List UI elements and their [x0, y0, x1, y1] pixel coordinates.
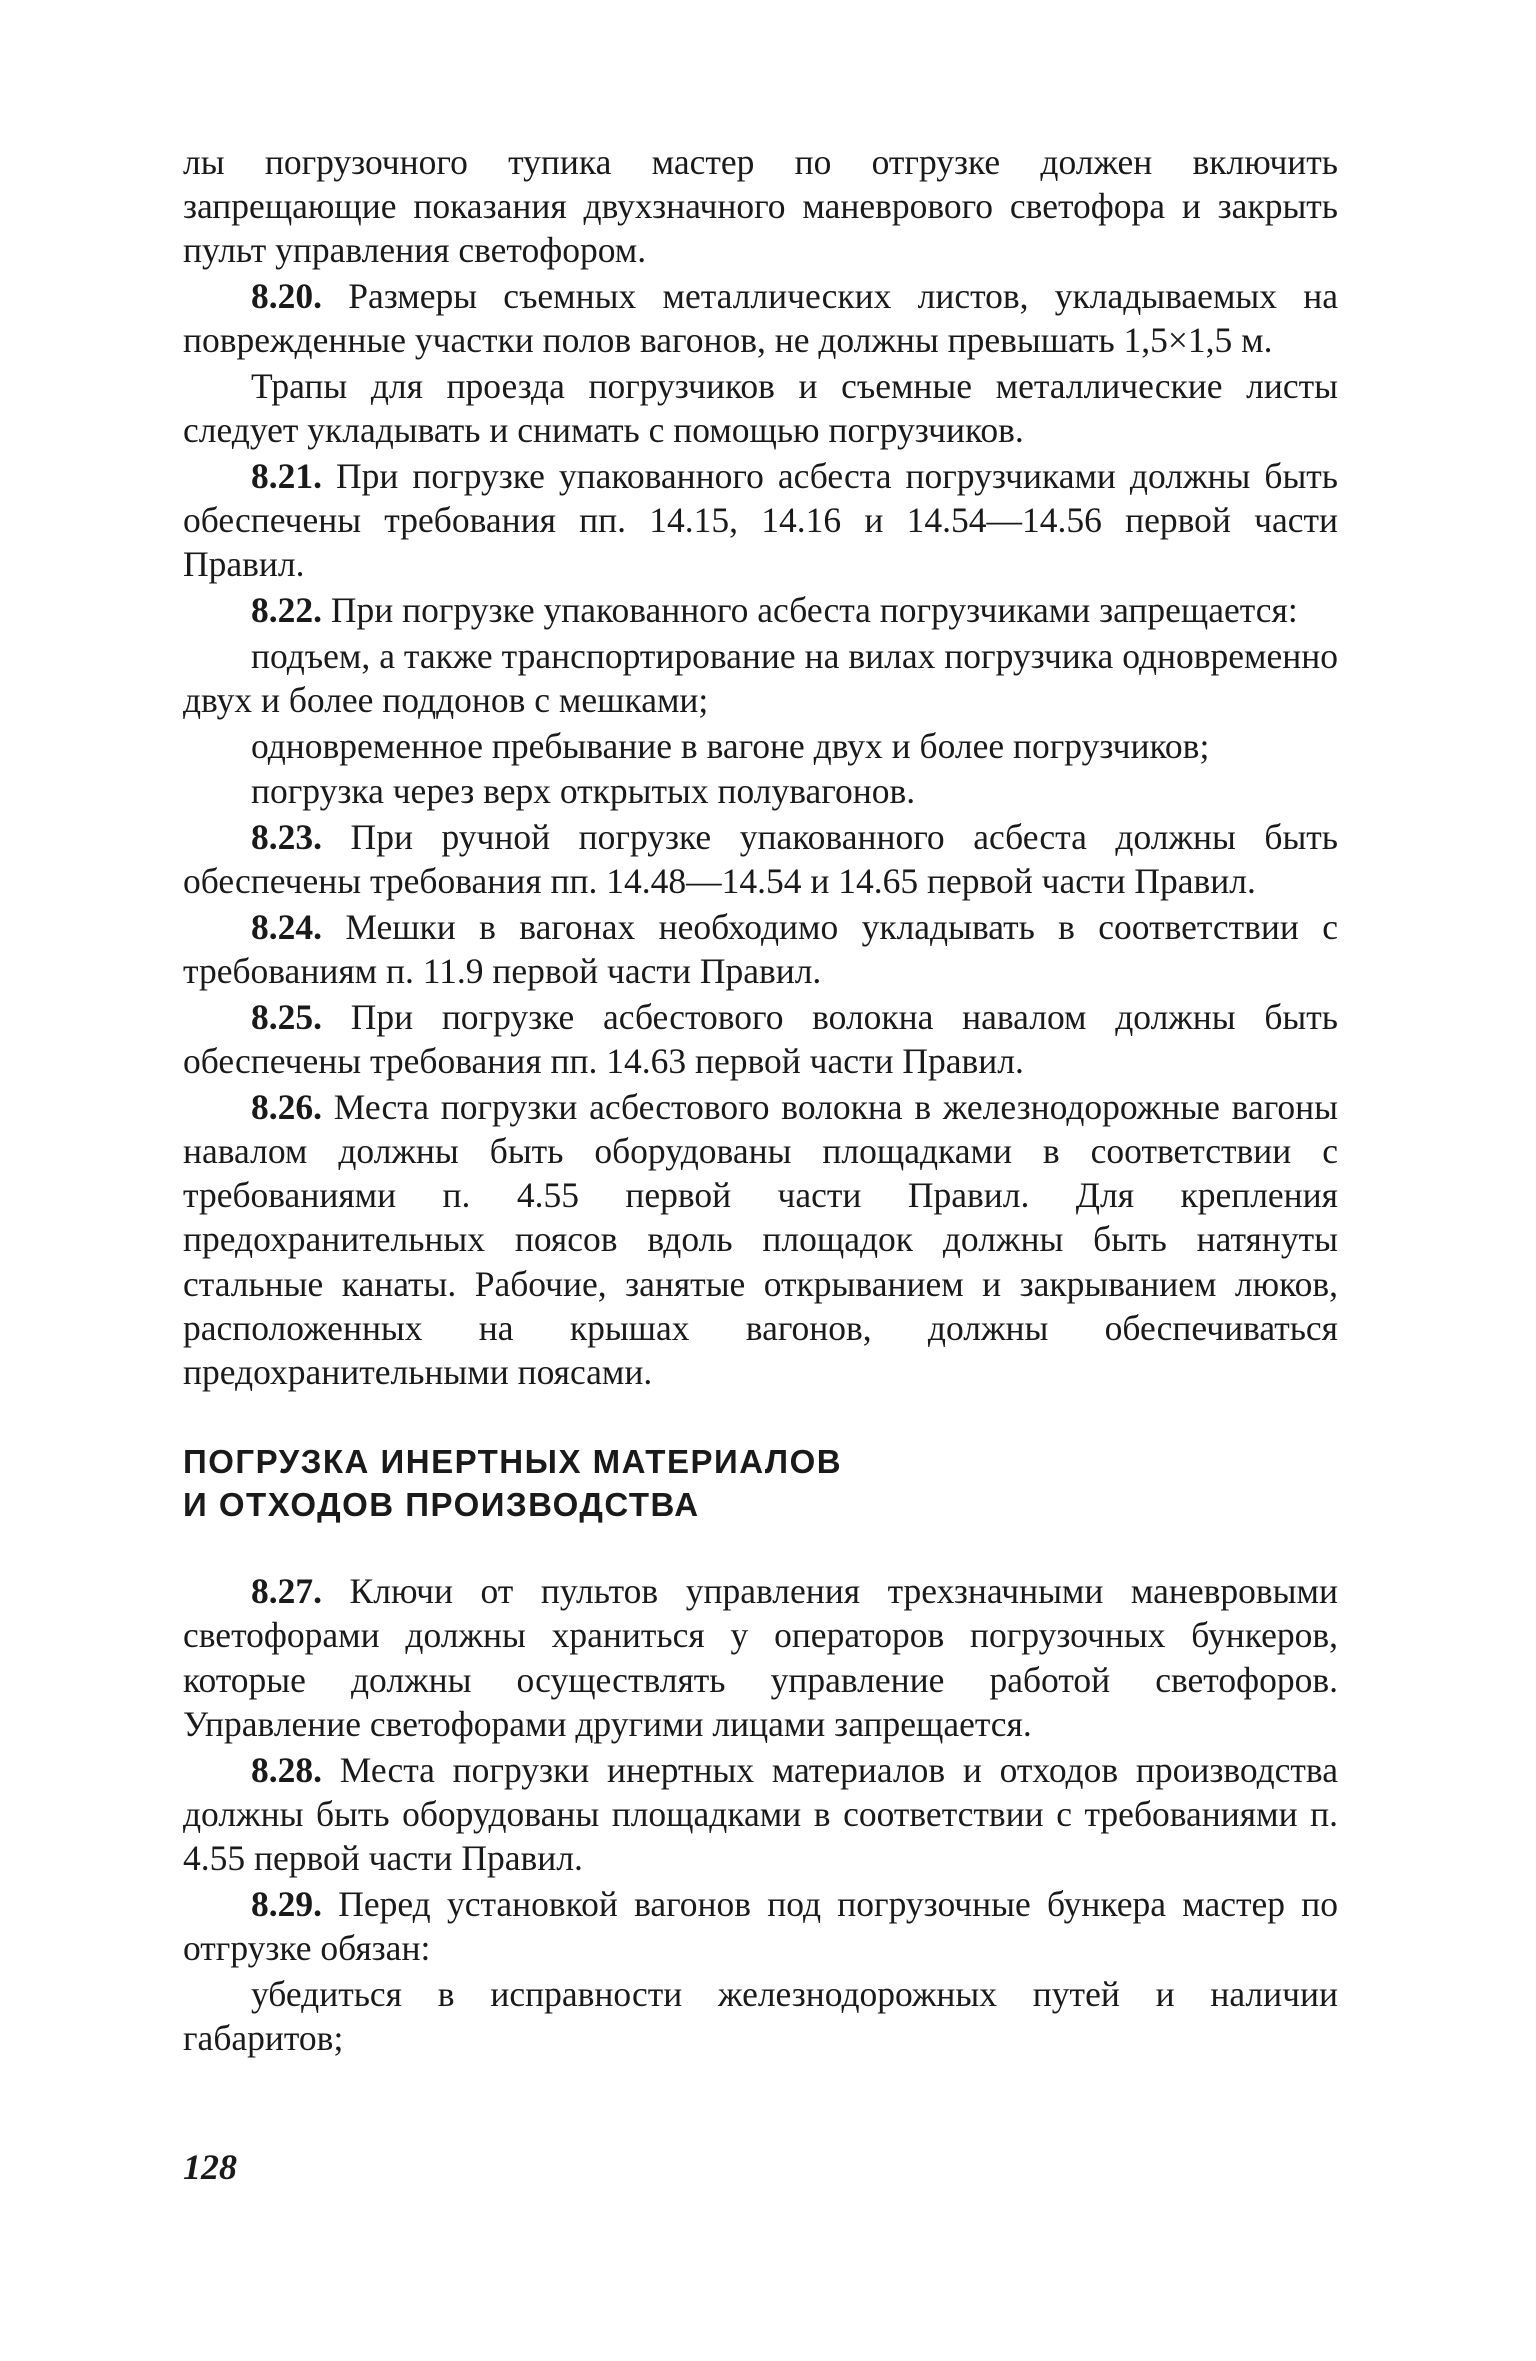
- clause-number: 8.24.: [251, 906, 322, 947]
- paragraph-p-8-27: [183, 1569, 1338, 1746]
- paragraph-text: При погрузке упакованного асбеста погрузчиками должны быть обеспечены требования пп. 14.15, 14.16 и 14.54—14.56 первой части Правил.: [183, 455, 1338, 585]
- section-heading: ПОГРУЗКА ИНЕРТНЫХ МАТЕРИАЛОВ И ОТХОДОВ ПРОИЗВОДСТВА: [183, 1443, 843, 1524]
- clause-number: 8.26.: [251, 1086, 322, 1127]
- body-text-section-1: [183, 140, 1338, 1394]
- paragraph-text: При ручной погрузке упакованного асбеста должны быть обеспечены требования пп. 14.48—14.54 и 14.65 первой части Правил.: [183, 817, 1338, 902]
- paragraph-p-8-22a: [183, 634, 1338, 722]
- paragraph-p-8-23: [183, 815, 1338, 903]
- paragraph-p-8-29: [183, 1882, 1338, 1970]
- document-page: [183, 140, 1338, 2320]
- paragraph-text: погрузка через верх открытых полувагонов.: [251, 771, 916, 812]
- paragraph-p-8-20: [183, 274, 1338, 362]
- paragraph-text: Размеры съемных металлических листов, укладываемых на поврежденные участки полов вагонов, не должны превышать 1,5×1,5 м.: [183, 276, 1338, 361]
- clause-number: 8.23.: [251, 817, 322, 858]
- clause-number: 8.20.: [251, 276, 322, 317]
- page-number: 128: [183, 2147, 237, 2187]
- paragraph-p-8-24: [183, 905, 1338, 993]
- paragraph-p-8-29a: [183, 1972, 1338, 2060]
- paragraph-p-8-20b: [183, 364, 1338, 452]
- paragraph-p0: [183, 140, 1338, 273]
- paragraph-text: Мешки в вагонах необходимо укладывать в соответствии с требованиям п. 11.9 первой части Правил.: [183, 906, 1338, 992]
- paragraph-text: подъем, а также транспортирование на вилах погрузчика одновременно двух и более поддонов с мешками;: [183, 635, 1338, 720]
- paragraph-p-8-22b: [183, 724, 1338, 768]
- paragraph-text: При погрузке упакованного асбеста погрузчиками запрещается:: [322, 590, 1298, 631]
- paragraph-p-8-22: [183, 588, 1338, 632]
- clause-number: 8.21.: [251, 455, 322, 496]
- paragraph-text: При погрузке асбестового волокна навалом должны быть обеспечены требования пп. 14.63 первой части Правил.: [183, 996, 1338, 1082]
- paragraph-text: Трапы для проезда погрузчиков и съемные металлические листы следует укладывать и снимать с помощью погрузчиков.: [183, 366, 1338, 451]
- paragraph-text: убедиться в исправности железнодорожных путей и наличии габаритов;: [183, 1973, 1338, 2058]
- paragraph-text: лы погрузочного тупика мастер по отгрузке должен включить запрещающие показания двухзначного маневрового светофора и закрыть пульт управления светофором.: [183, 142, 1338, 271]
- paragraph-p-8-22c: [183, 769, 1338, 813]
- clause-number: 8.29.: [251, 1883, 322, 1924]
- clause-number: 8.28.: [251, 1749, 322, 1790]
- paragraph-text: Места погрузки инертных материалов и отходов производства должны быть оборудованы площадками в соответствии с требованиями п. 4.55 первой части Правил.: [183, 1749, 1338, 1878]
- paragraph-p-8-25: [183, 995, 1338, 1083]
- clause-number: 8.25.: [251, 996, 322, 1037]
- paragraph-p-8-28: [183, 1748, 1338, 1881]
- clause-number: 8.27.: [251, 1571, 322, 1612]
- paragraph-p-8-21: [183, 454, 1338, 587]
- paragraph-text: Места погрузки асбестового волокна в железнодорожные вагоны навалом должны быть оборудованы площадками в соответствии с требованиями п. 4.55 первой части Правил. Для крепления предохранительных поясов вдоль площадок должны быть натянуты стальные канаты. Рабочие, занятые открыванием и закрыванием люков, расположенных на крышах вагонов, должны обеспечиваться предохранительными поясами.: [183, 1086, 1338, 1392]
- paragraph-text: Перед установкой вагонов под погрузочные бункера мастер по отгрузке обязан:: [183, 1883, 1338, 1968]
- body-text-section-2: [183, 1569, 1338, 2060]
- paragraph-text: Ключи от пультов управления трехзначными маневровыми светофорами должны храниться у операторов погрузочных бункеров, которые должны осуществлять управление работой светофоров. Управление светофорами другими лицами запрещается.: [183, 1571, 1338, 1744]
- clause-number: 8.22.: [251, 590, 322, 631]
- paragraph-p-8-26: [183, 1085, 1338, 1394]
- paragraph-text: одновременное пребывание в вагоне двух и более погрузчиков;: [251, 725, 1210, 766]
